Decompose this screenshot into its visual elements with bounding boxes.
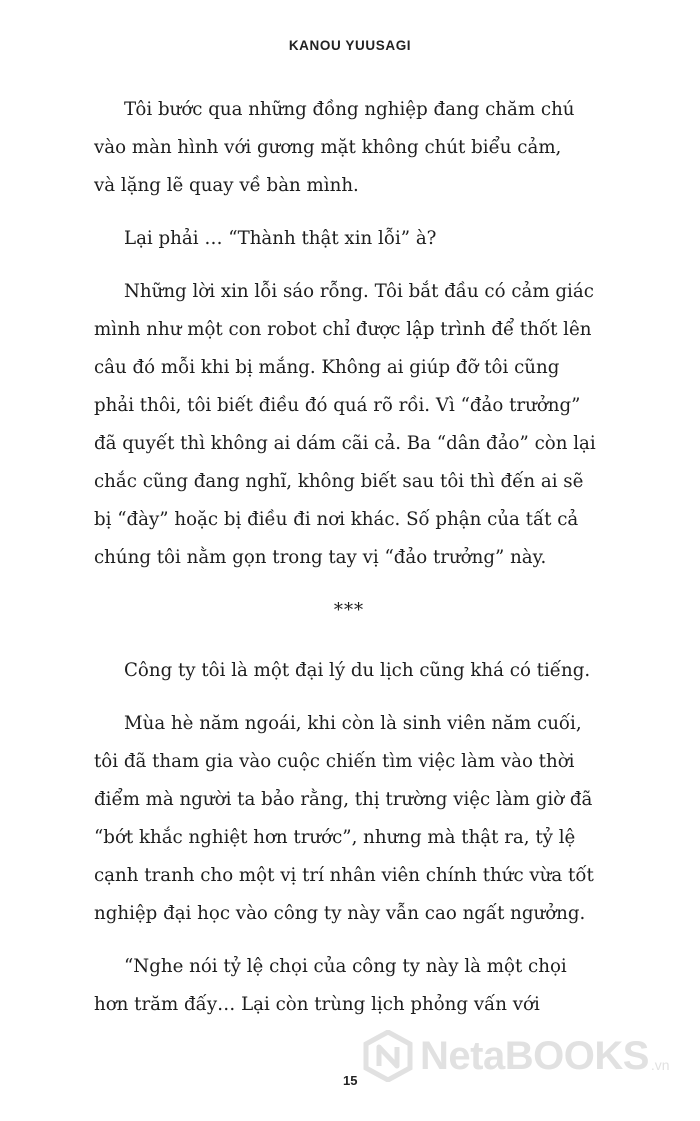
text-line: “bớt khắc nghiệt hơn trước”, nhưng mà thật ra, tỷ lệ [94, 827, 576, 848]
text-line: mình như một con robot chỉ được lập trình để thốt lên [94, 319, 592, 340]
paragraph-4 [94, 652, 604, 690]
text-line: chúng tôi nằm gọn trong tay vị “đảo trưởng” này. [94, 547, 547, 568]
text-line: đã quyết thì không ai dám cãi cả. Ba “dân đảo” còn lại [94, 433, 596, 454]
watermark-brand: NetaBOOKS [420, 1033, 649, 1078]
paragraph-6 [94, 948, 604, 1024]
paragraph-2 [94, 220, 604, 258]
text-line: phải thôi, tôi biết điều đó quá rõ rồi. Vì “đảo trưởng” [94, 395, 581, 416]
paragraph-3 [94, 273, 604, 577]
text-line: Công ty tôi là một đại lý du lịch cũng khá có tiếng. [124, 660, 591, 681]
text-line: cạnh tranh cho một vị trí nhân viên chính thức vừa tốt [94, 865, 594, 886]
text-line: vào màn hình với gương mặt không chút biểu cảm, [94, 137, 562, 158]
text-line: “Nghe nói tỷ lệ chọi của công ty này là một chọi [124, 956, 567, 977]
text-line: câu đó mỗi khi bị mắng. Không ai giúp đỡ tôi cũng [94, 357, 560, 378]
text-line: tôi đã tham gia vào cuộc chiến tìm việc làm vào thời [94, 751, 575, 772]
text-line: Những lời xin lỗi sáo rỗng. Tôi bắt đầu có cảm giác [124, 281, 594, 302]
paragraph-1 [94, 91, 604, 205]
body-text [94, 91, 604, 1039]
running-header: KANOU YUUSAGI [288, 38, 412, 53]
text-line: chắc cũng đang nghĩ, không biết sau tôi thì đến ai sẽ [94, 471, 584, 492]
page-number: 15 [343, 1073, 358, 1088]
text-line: nghiệp đại học vào công ty này vẫn cao ngất ngưởng. [94, 903, 586, 924]
text-line: và lặng lẽ quay về bàn mình. [94, 175, 359, 196]
text-line: điểm mà người ta bảo rằng, thị trường việc làm giờ đã [94, 789, 593, 810]
section-separator: *** [333, 600, 365, 621]
watermark-suffix: .vn [650, 1057, 670, 1073]
paragraph-5 [94, 705, 604, 933]
text-line: Lại phải … “Thành thật xin lỗi” à? [124, 228, 437, 249]
netabooks-logo-icon [362, 1030, 414, 1082]
text-line: bị “đày” hoặc bị điều đi nơi khác. Số phận của tất cả [94, 509, 579, 530]
watermark [362, 1030, 670, 1082]
text-line: hơn trăm đấy… Lại còn trùng lịch phỏng vấn với [94, 994, 540, 1015]
text-line: Tôi bước qua những đồng nghiệp đang chăm chú [124, 99, 575, 120]
text-line: Mùa hè năm ngoái, khi còn là sinh viên năm cuối, [124, 713, 582, 734]
